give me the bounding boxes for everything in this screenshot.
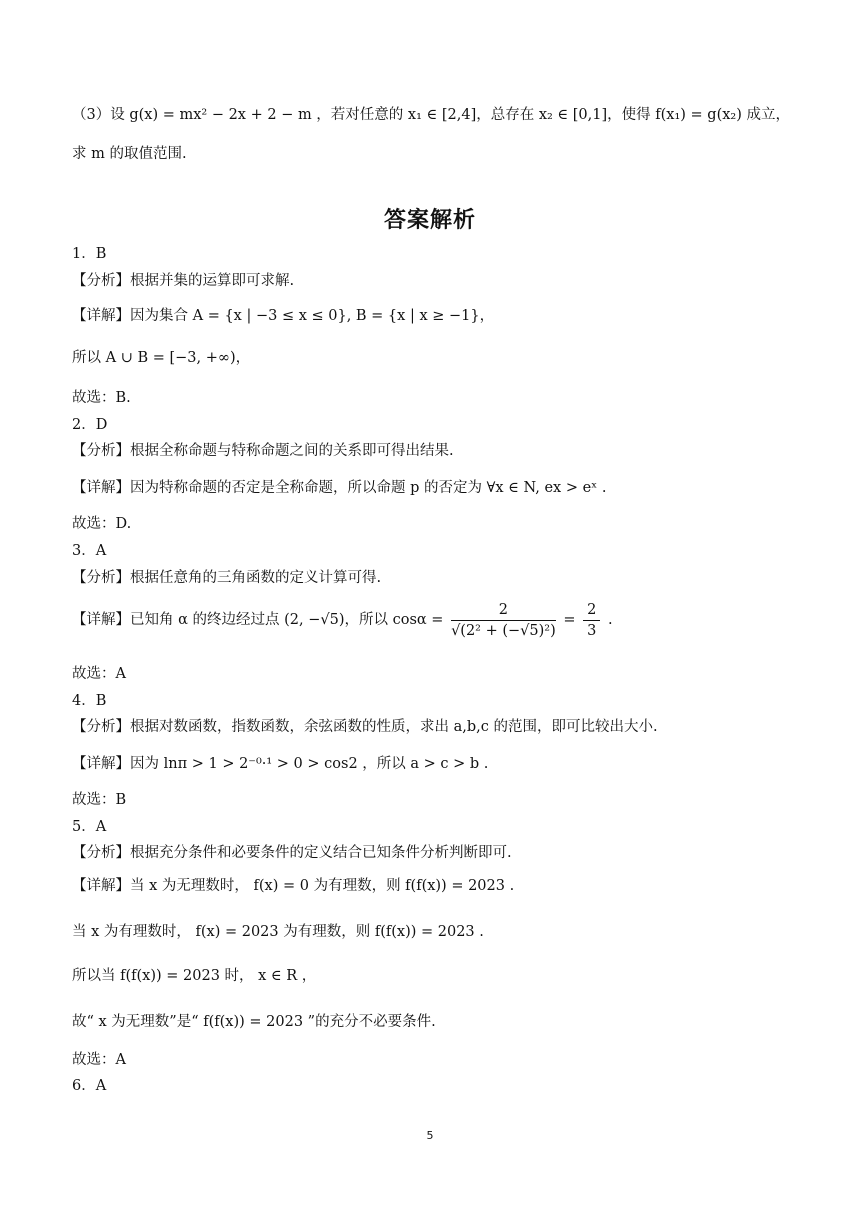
answer-3-detail xyxy=(72,598,800,642)
answer-1-number: 1．B xyxy=(72,246,107,262)
question-3-line-1: （3）设 g(x) = mx² − 2x + 2 − m ，若对任意的 x₁ ∈ [2,4]，总存在 x₂ ∈ [0,1]，使得 f(x₁) = g(x₂) 成立， xyxy=(72,107,790,123)
answer-2-choice: 故选：D. xyxy=(72,516,132,532)
answer-5-detail-3: 所以当 f(f(x)) = 2023 时， x ∈ R ， xyxy=(72,968,317,984)
result-fraction-numerator: 2 xyxy=(583,600,600,621)
answer-1-choice: 故选：B. xyxy=(72,390,131,406)
answer-2-detail-1: 【详解】因为特称命题的否定是全称命题，所以命题 p 的否定为 ∀x ∈ N, ex > eˣ . xyxy=(72,480,607,496)
question-3-line-2: 求 m 的取值范围. xyxy=(72,146,187,162)
answer-3-detail-prefix: 【详解】已知角 α 的终边经过点 (2, −√5)，所以 cosα = xyxy=(72,612,444,628)
answer-3-choice: 故选：A xyxy=(72,666,126,682)
result-fraction-denominator: 3 xyxy=(587,622,597,639)
answer-4-choice: 故选：B xyxy=(72,792,127,808)
answer-1-analysis: 【分析】根据并集的运算即可求解. xyxy=(72,273,295,289)
answer-5-analysis: 【分析】根据充分条件和必要条件的定义结合已知条件分析判断即可. xyxy=(72,845,512,861)
result-fraction xyxy=(583,600,600,641)
cos-fraction-numerator: 2 xyxy=(451,600,556,621)
answer-5-detail-2: 当 x 为有理数时， f(x) = 2023 为有理数，则 f(f(x)) = 2023 . xyxy=(72,924,484,940)
answer-4-detail-1: 【详解】因为 lnπ > 1 > 2⁻⁰·¹ > 0 > cos2 ，所以 a > c > b . xyxy=(72,756,489,772)
cos-fraction xyxy=(451,600,556,641)
answer-2-number: 2．D xyxy=(72,417,108,433)
answer-4-analysis: 【分析】根据对数函数，指数函数，余弦函数的性质，求出 a,b,c 的范围，即可比较出大小. xyxy=(72,719,658,735)
answer-5-detail-1: 【详解】当 x 为无理数时， f(x) = 0 为有理数，则 f(f(x)) = 2023 . xyxy=(72,878,515,894)
answer-4-number: 4．B xyxy=(72,693,107,709)
answer-3-number: 3．A xyxy=(72,543,107,559)
answer-5-detail-4: 故“ x 为无理数”是“ f(f(x)) = 2023 ”的充分不必要条件. xyxy=(72,1014,436,1030)
answer-1-detail-1: 【详解】因为集合 A = {x | −3 ≤ x ≤ 0}, B = {x | x ≥ −1}， xyxy=(72,308,495,324)
answer-1-detail-2: 所以 A ∪ B = [−3, +∞)， xyxy=(72,350,251,366)
answer-6-number: 6．A xyxy=(72,1078,107,1094)
answer-3-analysis: 【分析】根据任意角的三角函数的定义计算可得. xyxy=(72,570,382,586)
answer-section-title: 答案解析 xyxy=(383,208,476,233)
answer-2-analysis: 【分析】根据全称命题与特称命题之间的关系即可得出结果. xyxy=(72,443,454,459)
cos-fraction-denominator: √(2² + (−√5)²) xyxy=(451,622,556,639)
equals-sign: = xyxy=(563,612,576,628)
answer-5-number: 5．A xyxy=(72,819,107,835)
period: . xyxy=(607,612,613,628)
page-number: 5 xyxy=(426,1129,434,1142)
answer-5-choice: 故选：A xyxy=(72,1052,126,1068)
